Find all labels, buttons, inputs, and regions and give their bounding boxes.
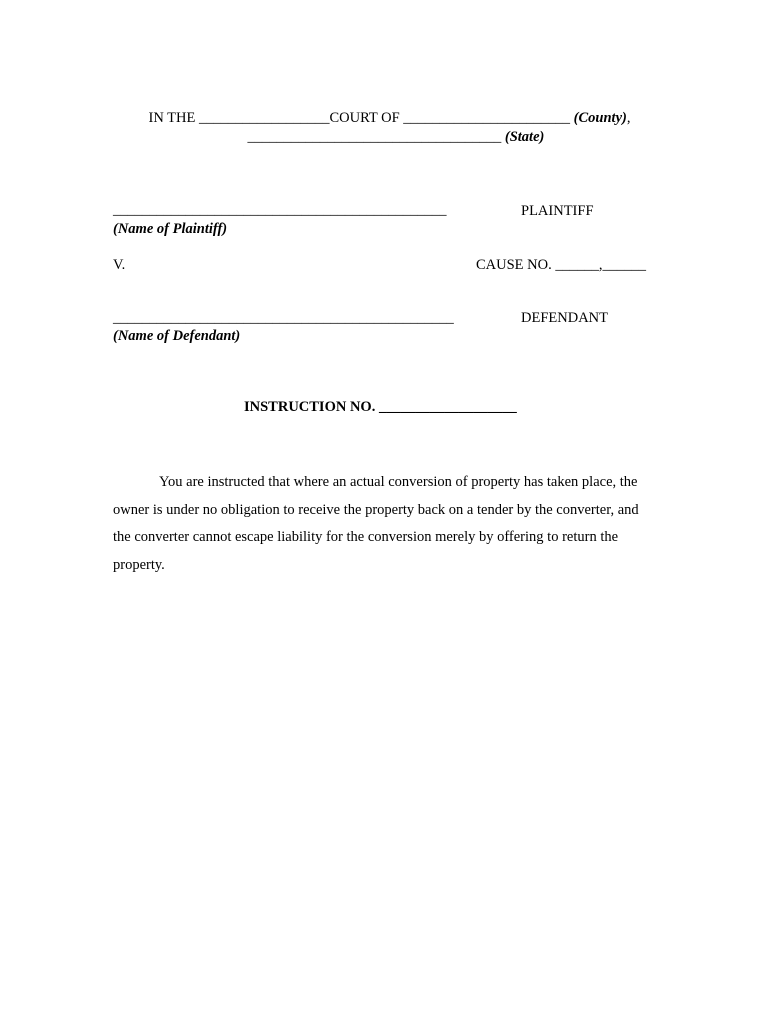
instruction-body: You are instructed that where an actual conversion of property has taken place, the owner is under no obligation to receive the property back on a tender by the converter, and the converter cannot escape liability for the conversion merely by offering to return the property.: [113, 474, 639, 573]
court-blank-line: IN THE __________________COURT OF _______________________: [148, 109, 574, 126]
state-label: (State): [504, 128, 545, 145]
plaintiff-name-blank: ______________________________________________: [113, 202, 447, 218]
plaintiff-name-label: (Name of Plaintiff): [113, 221, 228, 237]
defendant-role-label: DEFENDANT: [521, 310, 608, 326]
defendant-name-label: (Name of Defendant): [113, 328, 241, 344]
cause-number: CAUSE NO. ______,______: [476, 257, 646, 273]
versus-label: V.: [113, 257, 126, 273]
state-blank-line: ___________________________________: [247, 128, 505, 145]
plaintiff-role-label: PLAINTIFF: [521, 203, 594, 219]
defendant-name-blank: _______________________________________________: [113, 310, 454, 326]
caption-line-2: [233, 115, 544, 159]
caption-comma: ,: [626, 109, 631, 126]
county-label: (County): [573, 109, 627, 126]
instruction-heading: INSTRUCTION NO. ___________________: [244, 399, 517, 415]
